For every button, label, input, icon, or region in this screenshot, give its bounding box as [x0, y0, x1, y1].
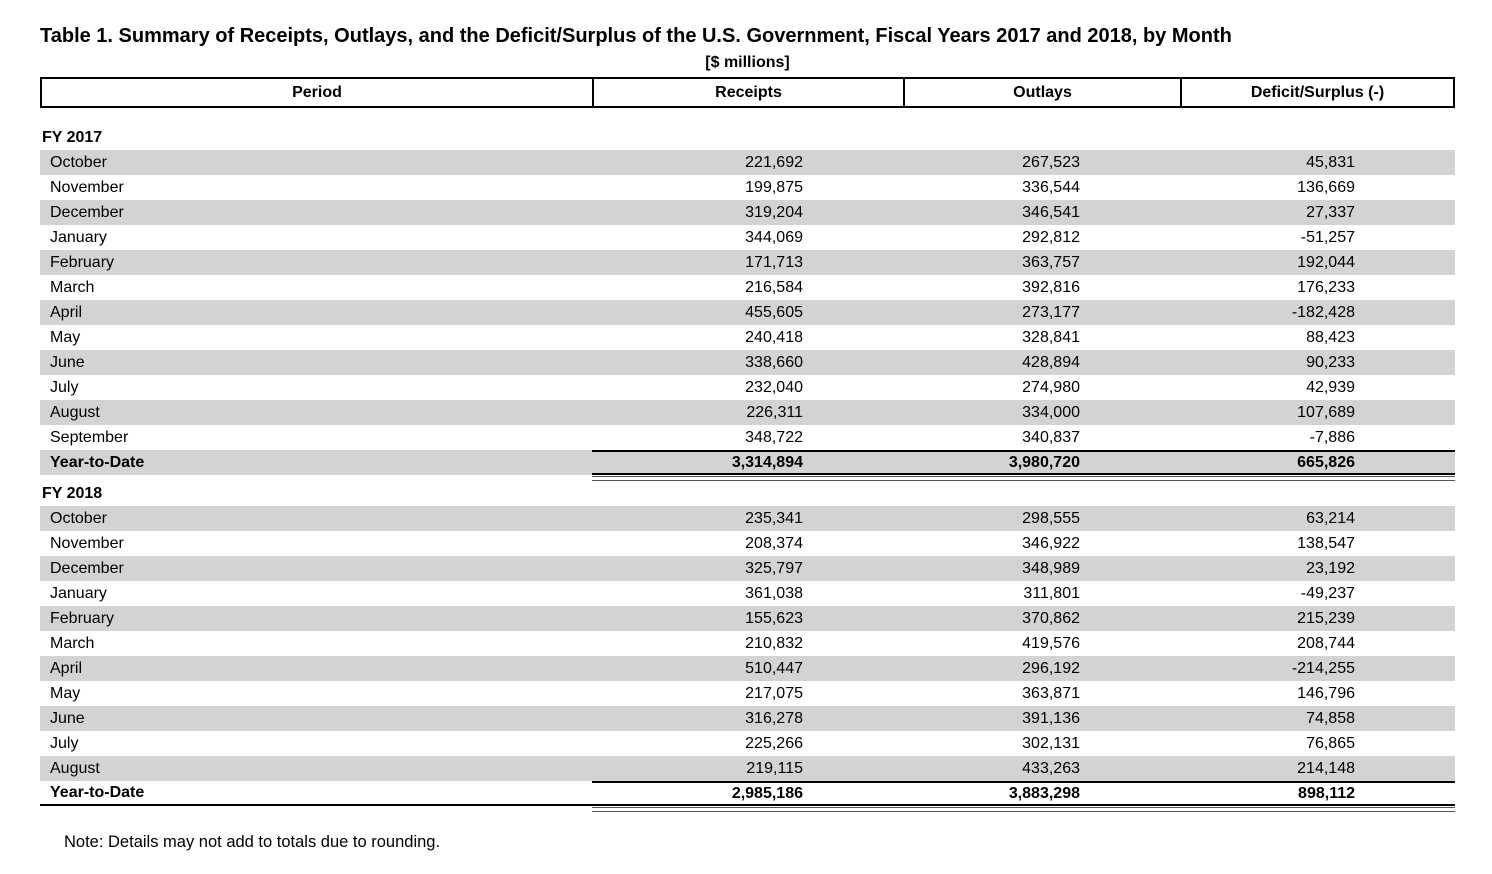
deficit-surplus-cell: 74,858	[1306, 709, 1355, 727]
footnote: Note: Details may not add to totals due to rounding.	[64, 833, 441, 851]
period-cell: October	[50, 153, 107, 171]
receipts-cell: 210,832	[745, 634, 803, 652]
deficit-surplus-cell: 898,112	[1180, 781, 1455, 806]
outlays-cell: 298,555	[1022, 509, 1080, 527]
deficit-surplus-cell: 27,337	[1306, 203, 1355, 221]
table-title: Table 1. Summary of Receipts, Outlays, and the Deficit/Surplus of the U.S. Government, Fiscal Years 2017 and 2018, by Month	[40, 25, 1232, 47]
data-table	[40, 77, 1455, 812]
period-cell: April	[50, 659, 83, 677]
outlays-cell: 334,000	[1022, 403, 1080, 421]
receipts-cell: 344,069	[745, 228, 803, 246]
period-cell: January	[50, 228, 107, 246]
total-row	[40, 450, 1455, 475]
outlays-cell: 419,576	[1022, 634, 1080, 652]
table-row	[40, 175, 1455, 200]
outlays-cell: 302,131	[1022, 734, 1080, 752]
receipts-cell: 510,447	[745, 659, 803, 677]
period-cell: March	[50, 634, 95, 652]
table-row	[40, 681, 1455, 706]
outlays-cell: 3,883,298	[903, 781, 1180, 806]
period-cell: Year-to-Date	[50, 453, 145, 471]
period-cell: December	[50, 203, 124, 221]
outlays-cell: 433,263	[1022, 759, 1080, 777]
table-row	[40, 200, 1455, 225]
receipts-cell: 232,040	[745, 378, 803, 396]
deficit-surplus-cell: 42,939	[1306, 378, 1355, 396]
period-cell: August	[50, 759, 100, 777]
deficit-surplus-cell: 665,826	[1180, 450, 1455, 475]
table-row	[40, 756, 1455, 781]
deficit-surplus-cell: 90,233	[1306, 353, 1355, 371]
table-row	[40, 581, 1455, 606]
outlays-cell: 273,177	[1022, 303, 1080, 321]
outlays-cell: 370,862	[1022, 609, 1080, 627]
period-cell: September	[50, 428, 129, 446]
deficit-surplus-cell: 107,689	[1297, 403, 1355, 421]
outlays-cell: 391,136	[1022, 709, 1080, 727]
deficit-surplus-cell: -7,886	[1309, 428, 1355, 446]
deficit-surplus-cell: 136,669	[1297, 178, 1355, 196]
deficit-surplus-cell: 192,044	[1297, 253, 1355, 271]
period-cell: October	[50, 509, 107, 527]
receipts-cell: 361,038	[745, 584, 803, 602]
outlays-cell: 428,894	[1022, 353, 1080, 371]
outlays-cell: 274,980	[1022, 378, 1080, 396]
period-cell: November	[50, 534, 124, 552]
column-header-receipts: Receipts	[592, 79, 903, 106]
deficit-surplus-cell: 138,547	[1297, 534, 1355, 552]
receipts-cell: 226,311	[746, 403, 803, 421]
outlays-cell: 392,816	[1022, 278, 1080, 296]
period-cell: Year-to-Date	[40, 781, 592, 806]
receipts-cell: 3,314,894	[592, 450, 903, 475]
outlays-cell: 311,801	[1023, 584, 1080, 602]
deficit-surplus-cell: 23,192	[1306, 559, 1355, 577]
outlays-cell: 346,922	[1022, 534, 1080, 552]
deficit-surplus-cell: 63,214	[1306, 509, 1355, 527]
receipts-cell: 348,722	[745, 428, 803, 446]
table-row	[40, 531, 1455, 556]
outlays-cell: 363,871	[1022, 684, 1080, 702]
column-header-outlays: Outlays	[903, 79, 1180, 106]
outlays-cell: 363,757	[1022, 253, 1080, 271]
table-row	[40, 350, 1455, 375]
deficit-surplus-cell: -182,428	[1291, 303, 1355, 321]
period-cell: August	[50, 403, 100, 421]
table-row	[40, 425, 1455, 450]
period-cell: July	[50, 378, 79, 396]
outlays-cell: 328,841	[1022, 328, 1080, 346]
column-header-deficit-surplus: Deficit/Surplus (-)	[1180, 79, 1453, 106]
outlays-cell: 267,523	[1022, 153, 1080, 171]
outlays-cell: 340,837	[1022, 428, 1080, 446]
table-row	[40, 225, 1455, 250]
deficit-surplus-cell: 76,865	[1306, 734, 1355, 752]
receipts-cell: 338,660	[745, 353, 803, 371]
table-row	[40, 250, 1455, 275]
period-cell: June	[50, 353, 85, 371]
section-label-fy-2018: FY 2018	[42, 484, 103, 502]
deficit-surplus-cell: -214,255	[1291, 659, 1355, 677]
receipts-cell: 208,374	[745, 534, 803, 552]
receipts-cell: 316,278	[745, 709, 803, 727]
receipts-cell: 221,692	[745, 153, 803, 171]
table-row	[40, 325, 1455, 350]
unit-label: [$ millions]	[705, 54, 790, 71]
outlays-cell: 346,541	[1022, 203, 1080, 221]
receipts-cell: 216,584	[745, 278, 803, 296]
receipts-cell: 455,605	[745, 303, 803, 321]
table-row	[40, 150, 1455, 175]
deficit-surplus-cell: -49,237	[1300, 584, 1355, 602]
column-header-period: Period	[292, 83, 342, 101]
receipts-cell: 225,266	[745, 734, 803, 752]
period-cell: November	[50, 178, 124, 196]
table-row	[40, 556, 1455, 581]
header-gap	[40, 108, 1455, 125]
total-double-rule	[592, 807, 1455, 812]
receipts-cell: 235,341	[745, 509, 803, 527]
period-cell: May	[50, 684, 81, 702]
period-cell: December	[50, 559, 124, 577]
table-row	[40, 506, 1455, 531]
table-row	[40, 706, 1455, 731]
deficit-surplus-cell: 45,831	[1306, 153, 1355, 171]
outlays-cell: 348,989	[1022, 559, 1080, 577]
receipts-cell: 171,713	[745, 253, 803, 271]
period-cell: June	[50, 709, 85, 727]
receipts-cell: 199,875	[745, 178, 803, 196]
outlays-cell: 296,192	[1022, 659, 1080, 677]
table-row	[40, 375, 1455, 400]
table-row	[40, 656, 1455, 681]
outlays-cell: 3,980,720	[903, 450, 1180, 475]
table-header-row	[40, 77, 1455, 108]
period-cell: March	[50, 278, 95, 296]
period-cell: February	[50, 609, 115, 627]
outlays-cell: 292,812	[1022, 228, 1080, 246]
receipts-cell: 219,115	[746, 759, 803, 777]
table-row	[40, 275, 1455, 300]
period-cell: May	[50, 328, 81, 346]
receipts-cell: 325,797	[745, 559, 803, 577]
deficit-surplus-cell: 215,239	[1297, 609, 1355, 627]
outlays-cell: 336,544	[1022, 178, 1080, 196]
deficit-surplus-cell: 146,796	[1297, 684, 1355, 702]
receipts-cell: 319,204	[745, 203, 803, 221]
receipts-cell: 155,623	[745, 609, 803, 627]
receipts-cell: 217,075	[745, 684, 803, 702]
receipts-cell: 240,418	[745, 328, 803, 346]
section-label-fy-2017: FY 2017	[42, 128, 103, 146]
deficit-surplus-cell: 214,148	[1297, 759, 1355, 777]
table-row	[40, 606, 1455, 631]
deficit-surplus-cell: 176,233	[1297, 278, 1355, 296]
period-cell: February	[50, 253, 115, 271]
total-row	[40, 781, 1455, 806]
period-cell: April	[50, 303, 83, 321]
deficit-surplus-cell: 88,423	[1306, 328, 1355, 346]
period-cell: January	[50, 584, 107, 602]
table-row	[40, 400, 1455, 425]
period-cell: July	[50, 734, 79, 752]
table-row	[40, 631, 1455, 656]
deficit-surplus-cell: -51,257	[1300, 228, 1355, 246]
receipts-cell: 2,985,186	[592, 781, 903, 806]
deficit-surplus-cell: 208,744	[1297, 634, 1355, 652]
table-body	[40, 125, 1455, 812]
table-row	[40, 300, 1455, 325]
table-row	[40, 731, 1455, 756]
